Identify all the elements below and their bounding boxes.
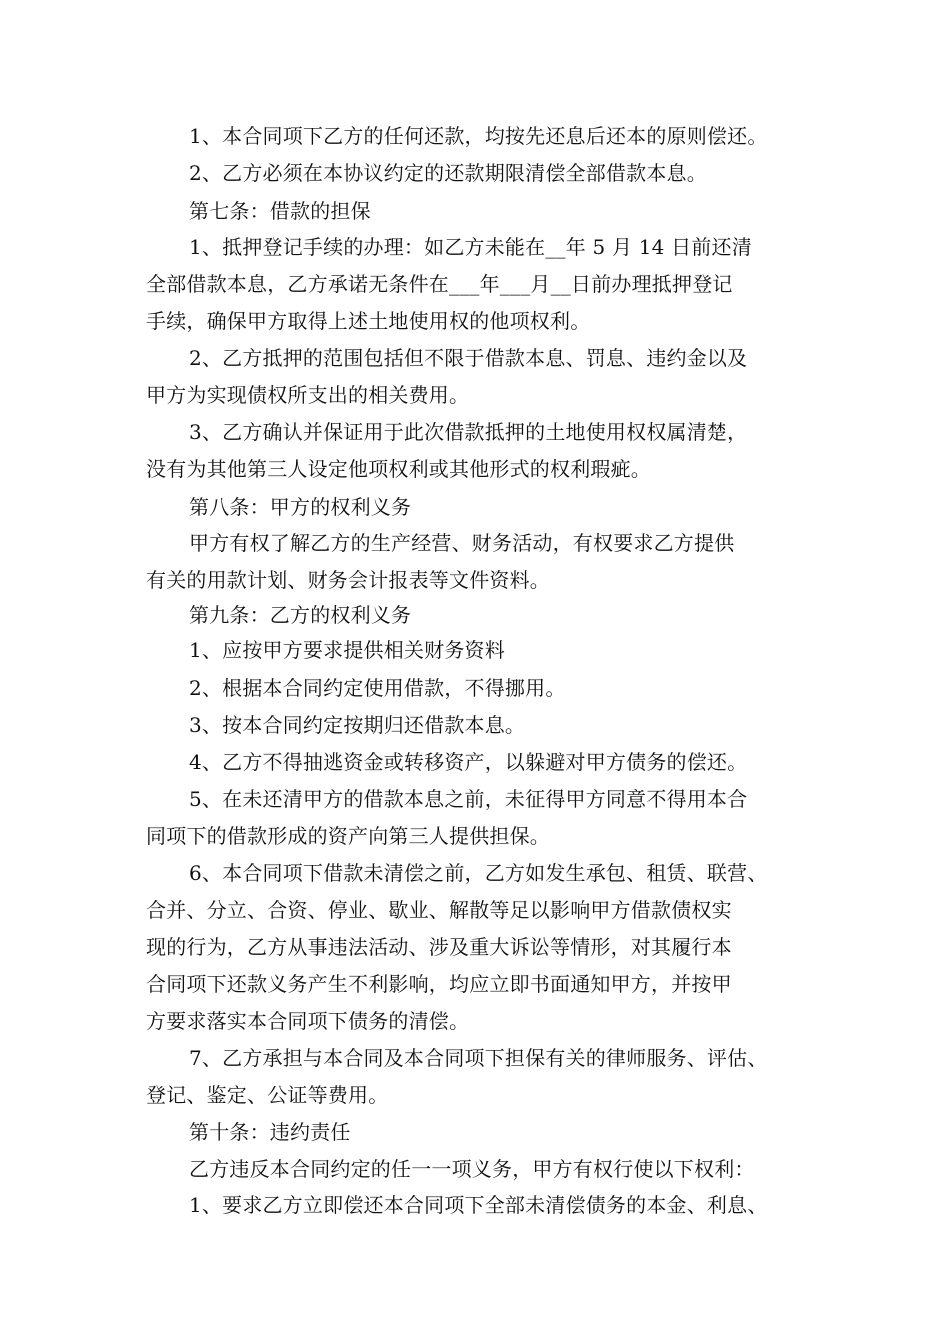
article-7-item-1-line-2: 全部借款本息，乙方承诺无条件在___年___月__日前办理抵押登记 — [146, 272, 733, 296]
article-10-item-1: 1、要求乙方立即偿还本合同项下全部未清偿债务的本金、利息、 — [189, 1193, 768, 1217]
article-9-item-1: 1、应按甲方要求提供相关财务资料 — [189, 638, 505, 662]
article-8-heading: 第八条：甲方的权利义务 — [189, 495, 412, 519]
article-9-item-6-line-5: 方要求落实本合同项下债务的清偿。 — [146, 1009, 470, 1033]
article-9-item-6-line-3: 现的行为，乙方从事违法活动、涉及重大诉讼等情形，对其履行本 — [146, 935, 732, 959]
article-8-body-line-2: 有关的用款计划、财务会计报表等文件资料。 — [146, 568, 550, 592]
article-9-item-7-line-2: 登记、鉴定、公证等费用。 — [146, 1083, 389, 1107]
article-7-item-2-line-1: 2、乙方抵押的范围包括但不限于借款本息、罚息、违约金以及 — [189, 346, 748, 370]
article-10-body: 乙方违反本合同约定的任一一项义务，甲方有权行使以下权利： — [189, 1157, 755, 1181]
article-9-item-6-line-4: 合同项下还款义务产生不利影响，均应立即书面通知甲方，并按甲 — [146, 972, 732, 996]
article-7-item-3-line-2: 没有为其他第三人设定他项权利或其他形式的权利瑕疵。 — [146, 457, 651, 481]
article-7-item-1-line-3: 手续，确保甲方取得上述土地使用权的他项权利。 — [146, 309, 591, 333]
article-9-item-6-line-2: 合并、分立、合资、停业、歇业、解散等足以影响甲方借款债权实 — [146, 898, 732, 922]
article-7-item-2-line-2: 甲方为实现债权所支出的相关费用。 — [146, 383, 470, 407]
article-9-item-5-line-1: 5、在未还清甲方的借款本息之前，未征得甲方同意不得用本合 — [189, 787, 748, 811]
article-7-item-1-line-1: 1、抵押登记手续的办理：如乙方未能在__年 5 月 14 日前还清 — [189, 235, 752, 259]
article-7-item-3-line-1: 3、乙方确认并保证用于此次借款抵押的土地使用权权属清楚， — [189, 420, 748, 444]
article-9-item-6-line-1: 6、本合同项下借款未清偿之前，乙方如发生承包、租赁、联营、 — [189, 861, 768, 885]
article-9-item-4: 4、乙方不得抽逃资金或转移资产，以躲避对甲方债务的偿还。 — [189, 750, 748, 774]
article-9-item-3: 3、按本合同约定按期归还借款本息。 — [189, 713, 526, 737]
article-7-heading: 第七条：借款的担保 — [189, 199, 371, 223]
clause-6-item-2: 2、乙方必须在本协议约定的还款期限清偿全部借款本息。 — [189, 161, 707, 185]
article-9-item-5-line-2: 同项下的借款形成的资产向第三人提供担保。 — [146, 824, 550, 848]
article-9-item-2: 2、根据本合同约定使用借款，不得挪用。 — [189, 676, 566, 700]
article-9-heading: 第九条：乙方的权利义务 — [189, 603, 412, 627]
article-9-item-7-line-1: 7、乙方承担与本合同及本合同项下担保有关的律师服务、评估、 — [189, 1046, 768, 1070]
article-10-heading: 第十条：违约责任 — [189, 1120, 351, 1144]
clause-6-item-1: 1、本合同项下乙方的任何还款，均按先还息后还本的原则偿还。 — [189, 124, 768, 148]
article-8-body-line-1: 甲方有权了解乙方的生产经营、财务活动，有权要求乙方提供 — [189, 531, 735, 555]
